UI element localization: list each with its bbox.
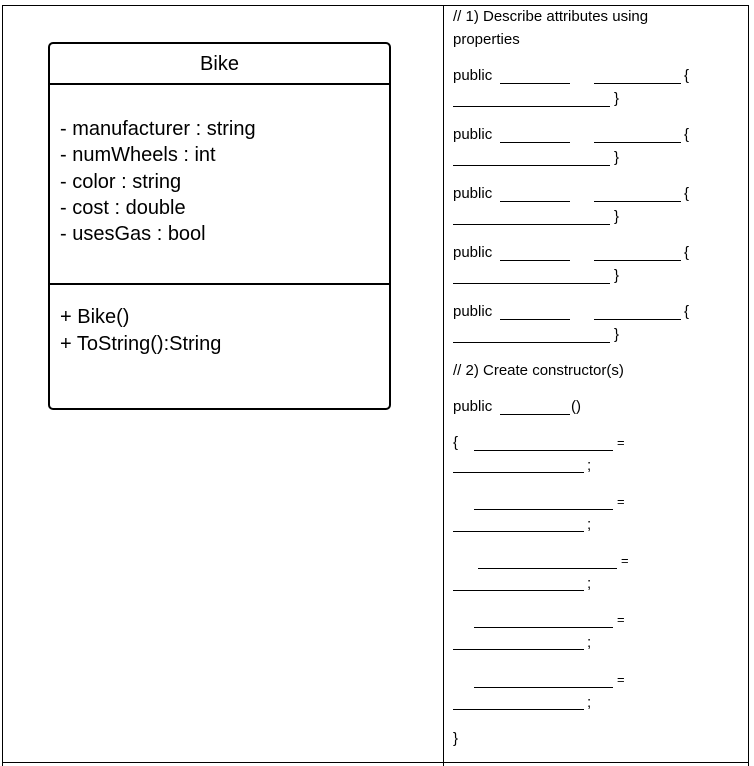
property-close-brace: } [614, 267, 620, 284]
assignment-value-blank[interactable] [453, 649, 584, 650]
step1-heading: // 1) Describe attributes using [453, 8, 649, 25]
uml-attributes [60, 116, 256, 247]
assignment-equals: = [617, 672, 625, 687]
uml-attribute: - numWheels : int [60, 144, 216, 167]
property-close-brace: } [614, 90, 620, 107]
assignment-semicolon: ; [587, 457, 592, 474]
property-name-blank[interactable] [594, 83, 681, 84]
property-open-brace: { [684, 303, 690, 320]
assignment-equals: = [617, 612, 625, 627]
assignment-equals: = [617, 494, 625, 509]
uml-separator [50, 83, 389, 85]
property-public-keyword: public [453, 185, 493, 202]
uml-class-box [48, 42, 391, 410]
uml-attribute: - color : string [60, 170, 182, 193]
property-name-blank[interactable] [594, 201, 681, 202]
property-name-blank[interactable] [594, 142, 681, 143]
property-close-brace: } [614, 326, 620, 343]
uml-attribute: - usesGas : bool [60, 223, 206, 246]
property-public-keyword: public [453, 244, 493, 261]
assignment-semicolon: ; [587, 575, 592, 592]
property-body-blank[interactable] [453, 165, 610, 166]
property-body-blank[interactable] [453, 106, 610, 107]
property-type-blank[interactable] [500, 260, 570, 261]
ctor-parens: () [571, 398, 581, 415]
assignment-target-blank[interactable] [474, 450, 613, 451]
assignment-value-blank[interactable] [453, 590, 584, 591]
assignment-target-blank[interactable] [474, 687, 613, 688]
property-type-blank[interactable] [500, 201, 570, 202]
assignment-equals: = [621, 553, 629, 568]
assignment-value-blank[interactable] [453, 531, 584, 532]
assignment-value-blank[interactable] [453, 709, 584, 710]
property-body-blank[interactable] [453, 342, 610, 343]
assignment-equals: = [617, 435, 625, 450]
table-bottom-border [2, 762, 749, 763]
uml-attribute: - cost : double [60, 196, 186, 219]
assignment-semicolon: ; [587, 634, 592, 651]
uml-methods [60, 304, 221, 358]
uml-method: + ToString():String [60, 333, 222, 355]
property-close-brace: } [614, 208, 620, 225]
assignment-target-blank[interactable] [474, 509, 613, 510]
assignment-value-blank[interactable] [453, 472, 584, 473]
property-open-brace: { [684, 67, 690, 84]
ctor-close-brace: } [453, 730, 459, 747]
uml-class-name: Bike [200, 52, 239, 75]
step2-heading: // 2) Create constructor(s) [453, 362, 624, 379]
property-body-blank[interactable] [453, 224, 610, 225]
assignment-semicolon: ; [587, 694, 592, 711]
column-divider [443, 5, 444, 766]
property-public-keyword: public [453, 67, 493, 84]
property-name-blank[interactable] [594, 260, 681, 261]
property-open-brace: { [684, 185, 690, 202]
assignment-target-blank[interactable] [474, 627, 613, 628]
ctor-name-blank[interactable] [500, 414, 570, 415]
uml-method: + Bike() [60, 306, 130, 328]
ctor-open-brace: { [453, 434, 459, 451]
assignment-target-blank[interactable] [478, 568, 617, 569]
property-type-blank[interactable] [500, 83, 570, 84]
property-type-blank[interactable] [500, 142, 570, 143]
property-open-brace: { [684, 244, 690, 261]
property-public-keyword: public [453, 303, 493, 320]
property-public-keyword: public [453, 126, 493, 143]
property-type-blank[interactable] [500, 319, 570, 320]
property-open-brace: { [684, 126, 690, 143]
step1-heading-cont: properties [453, 31, 520, 48]
property-name-blank[interactable] [594, 319, 681, 320]
property-body-blank[interactable] [453, 283, 610, 284]
ctor-public-keyword: public [453, 398, 493, 415]
property-close-brace: } [614, 149, 620, 166]
assignment-semicolon: ; [587, 516, 592, 533]
uml-attribute: - manufacturer : string [60, 118, 256, 140]
uml-separator [50, 283, 389, 285]
